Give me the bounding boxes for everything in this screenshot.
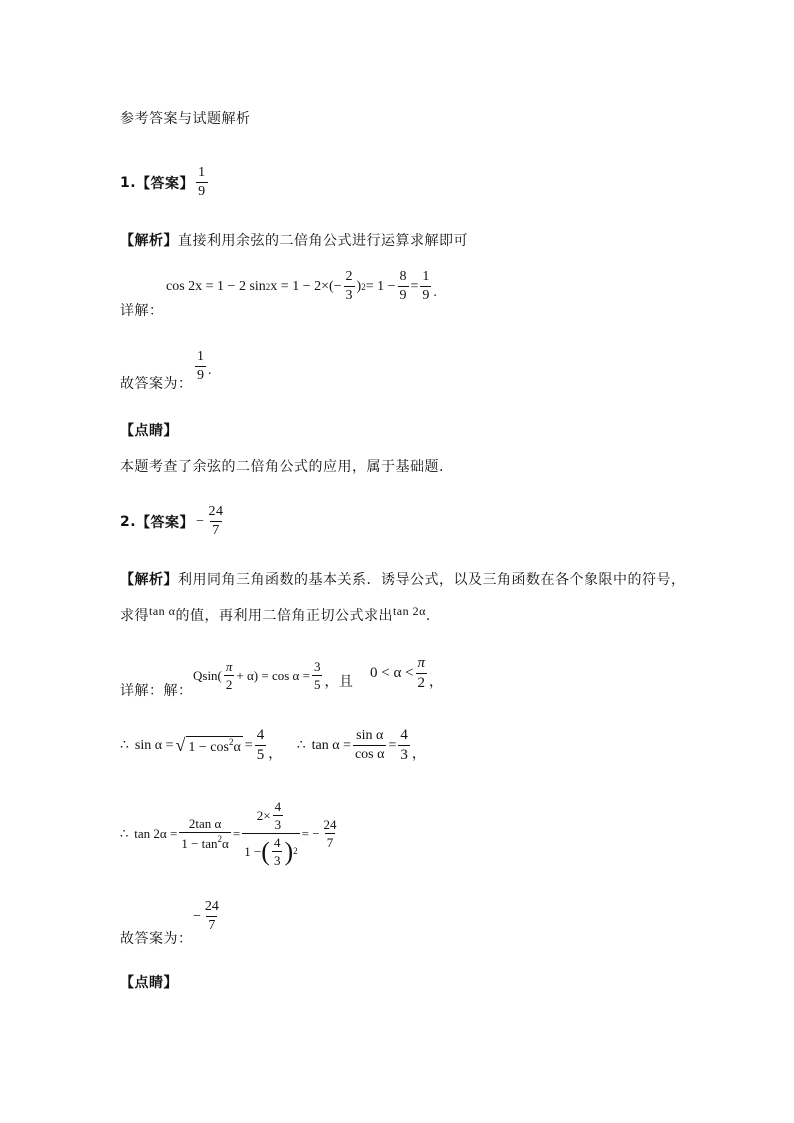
q1-analysis — [120, 230, 468, 250]
q2-l2-frac-4-5 — [255, 728, 267, 763]
q1-eq-period: . — [433, 285, 437, 300]
q2-l2-sqrt-tail: α — [233, 739, 241, 755]
q2-l3-eq: = — [232, 825, 241, 841]
q1-detail-label: 详解： — [120, 303, 164, 319]
q1-answer-line — [120, 166, 210, 199]
q2-l1-ineq: 0 < α < — [370, 665, 414, 681]
q1-eq-den-9b: 9 — [422, 288, 430, 303]
q2-l3-therefore: ∴ — [120, 825, 129, 841]
q1-eq-frac-8-9 — [398, 270, 409, 303]
q2-l3-frac-24-7 — [322, 818, 339, 849]
q2-l1-frac-pi2 — [416, 656, 428, 691]
q1-final-num: 1 — [197, 349, 204, 364]
q2-l3-frac-num: 2tan α — [188, 816, 222, 831]
q2-detail-eq3 — [120, 800, 341, 867]
q1-eq-sup: 2 — [265, 281, 271, 292]
q1-eq-den-9: 9 — [399, 288, 407, 303]
q1-eq-num-2: 2 — [345, 269, 353, 284]
q2-detail-eq2 — [120, 728, 426, 763]
q2-l2-frac-den: cos α — [354, 747, 385, 762]
q2-l3-tan2: tan 2α = — [134, 825, 178, 841]
q2-l1-rest: + α) = cos α = — [236, 667, 310, 683]
q1-eq-num-1: 1 — [422, 269, 430, 284]
q2-l2-sqrt-body — [186, 736, 242, 756]
q2-l2-frac-4-3 — [398, 728, 410, 763]
left-paren-icon: ( — [261, 836, 270, 866]
q2-l2-eq2: = — [388, 737, 397, 753]
q2-answer-num: 24 — [208, 504, 224, 519]
q2-l2-comma2: ， — [411, 747, 427, 762]
q2-l3-compound-den — [242, 833, 299, 867]
q2-final-fraction — [203, 900, 221, 933]
q1-analysis-text: 直接利用余弦的二倍角公式进行运算求解即可 — [178, 233, 468, 249]
q2-l2-sin: sin α = — [134, 737, 174, 753]
q2-because-symbol: Q — [193, 667, 203, 683]
q2-l2-sqrt-text: 1 − cos — [188, 739, 229, 755]
q2-l3-frac-den-sup: 2 — [217, 834, 223, 844]
q2-l3-den7: 7 — [326, 835, 334, 850]
q2-answer-tag: 【答案】 — [136, 514, 195, 531]
q2-number: 2. — [120, 513, 137, 530]
q1-eq-mid3: = 1 − — [365, 278, 396, 294]
q1-remark-text: 本题考查了余弦的二倍角公式的应用，属于基础题. — [120, 459, 444, 475]
q2-analysis-line1 — [120, 569, 686, 589]
q1-final-answer — [193, 350, 212, 383]
q1-answer-denominator: 9 — [198, 184, 206, 199]
q1-answer-numerator: 1 — [198, 165, 206, 180]
q2-final-den: 7 — [208, 918, 216, 933]
q1-eq-sup2: 2 — [361, 281, 366, 292]
q2-detail-ineq — [370, 656, 444, 691]
q1-final-fraction — [195, 350, 206, 383]
q2-l1-frac-3-5 — [312, 660, 323, 691]
q1-number: 1. — [120, 174, 137, 191]
q2-l2-therefore: ∴ — [120, 738, 129, 753]
q2-l1-two: 2 — [225, 677, 233, 692]
q2-detail-label: 详解：解： — [120, 683, 193, 699]
q1-final-den: 9 — [197, 368, 204, 383]
q1-eq-num-8: 8 — [399, 269, 407, 284]
sqrt-icon: √ — [175, 735, 186, 755]
q2-l2-tan: tan α = — [311, 737, 351, 753]
q2-final-num: 24 — [204, 899, 219, 914]
q2-answer-fraction — [206, 505, 225, 538]
q2-l3-eq2: = − — [301, 825, 320, 841]
q2-final-label: 故答案为： — [120, 931, 193, 947]
q2-l1-sin: sin( — [202, 667, 222, 683]
q2-l3-cd-pre: 1 − — [244, 844, 262, 859]
q2-analysis-math1: tan α — [149, 604, 176, 618]
q2-l2-den5: 5 — [256, 747, 265, 763]
q1-eq-lhs: cos 2x = 1 − 2 sin — [166, 278, 266, 294]
q2-l3-frac-den — [179, 832, 231, 850]
q2-l2-eq: = — [244, 737, 253, 753]
q2-l1-pi: π — [225, 659, 233, 674]
q2-l1-frac-pi-2 — [224, 660, 235, 691]
q2-analysis-tag: 【解析】 — [120, 572, 178, 588]
q2-l3-compound-num-frac — [273, 800, 284, 831]
q2-l3-frac-den-tail: α — [222, 836, 229, 851]
q2-l3-num24: 24 — [323, 817, 337, 832]
q2-analysis-text2c: . — [425, 608, 431, 624]
q2-l1-pi2: π — [417, 655, 426, 671]
q2-analysis-math2: tan 2α — [392, 604, 426, 618]
q2-l2-comma: ， — [268, 747, 283, 762]
q2-final-answer — [193, 900, 223, 933]
q2-l2-frac-sin-cos — [353, 729, 387, 762]
q2-analysis-line2 — [120, 604, 431, 625]
q2-l3-compound-frac — [242, 800, 299, 867]
q1-answer-fraction — [196, 166, 208, 199]
q1-remark-tag: 【点睛】 — [120, 423, 178, 439]
q1-eq-den-3: 3 — [345, 288, 353, 303]
q2-l3-cn-n: 4 — [274, 799, 282, 814]
q2-detail-eq1 — [193, 660, 353, 691]
q2-l3-cn-d: 3 — [274, 817, 282, 832]
q2-l3-compound-num — [255, 800, 287, 833]
q2-l1-comma-and: ，且 — [324, 675, 354, 690]
q1-equation — [166, 270, 437, 303]
q1-final-label: 故答案为： — [120, 376, 193, 392]
q2-l3-cd-n: 4 — [273, 835, 281, 850]
q2-l1-den5: 5 — [313, 677, 321, 692]
q1-analysis-tag: 【解析】 — [120, 233, 178, 249]
q2-l1-comma: ， — [429, 675, 444, 690]
q2-answer-sign: − — [196, 513, 205, 529]
q2-l1-num3: 3 — [313, 659, 321, 674]
q2-remark-tag: 【点睛】 — [120, 975, 178, 991]
q2-l2-sup: 2 — [228, 736, 234, 747]
q2-l3-compound-num-pre: 2× — [256, 808, 271, 823]
q2-l2-den3: 3 — [400, 747, 408, 763]
q2-l2-num4b: 4 — [400, 727, 408, 743]
q2-analysis-text2b: 的值，再利用二倍角正切公式求出 — [175, 608, 393, 624]
q2-final-sign: − — [193, 908, 201, 924]
q1-eq-frac-2-3 — [344, 270, 355, 303]
q2-answer-den: 7 — [212, 523, 220, 538]
q1-eq-close: ) — [356, 278, 362, 294]
q2-l3-frac-main — [179, 817, 231, 850]
q2-l2-num4: 4 — [256, 727, 265, 743]
q1-eq-equals: = — [410, 278, 419, 294]
q1-eq-frac-1-9 — [420, 270, 431, 303]
q2-l3-cd-frac — [272, 836, 283, 867]
page-title: 参考答案与试题解析 — [120, 111, 251, 127]
q1-answer-tag: 【答案】 — [136, 175, 195, 192]
q1-eq-mid1: x = 1 − 2×(− — [270, 278, 342, 294]
q2-analysis-text1: 利用同角三角函数的基本关系．诱导公式，以及三角函数在各个象限中的符号， — [178, 572, 686, 588]
q2-analysis-text2a: 求得 — [120, 608, 149, 624]
q2-answer-line — [120, 505, 227, 538]
q2-l2-therefore2: ∴ — [296, 738, 306, 753]
q2-l2-frac-num: sin α — [356, 728, 384, 743]
q2-l3-frac-den-text: 1 − tan — [181, 836, 218, 851]
q1-final-period: . — [208, 363, 212, 378]
right-paren-icon: ) — [284, 836, 294, 866]
q2-l3-cd-sup: 2 — [293, 846, 298, 856]
q2-l1-two2: 2 — [417, 675, 426, 691]
q2-l3-cd-d: 3 — [273, 853, 281, 868]
